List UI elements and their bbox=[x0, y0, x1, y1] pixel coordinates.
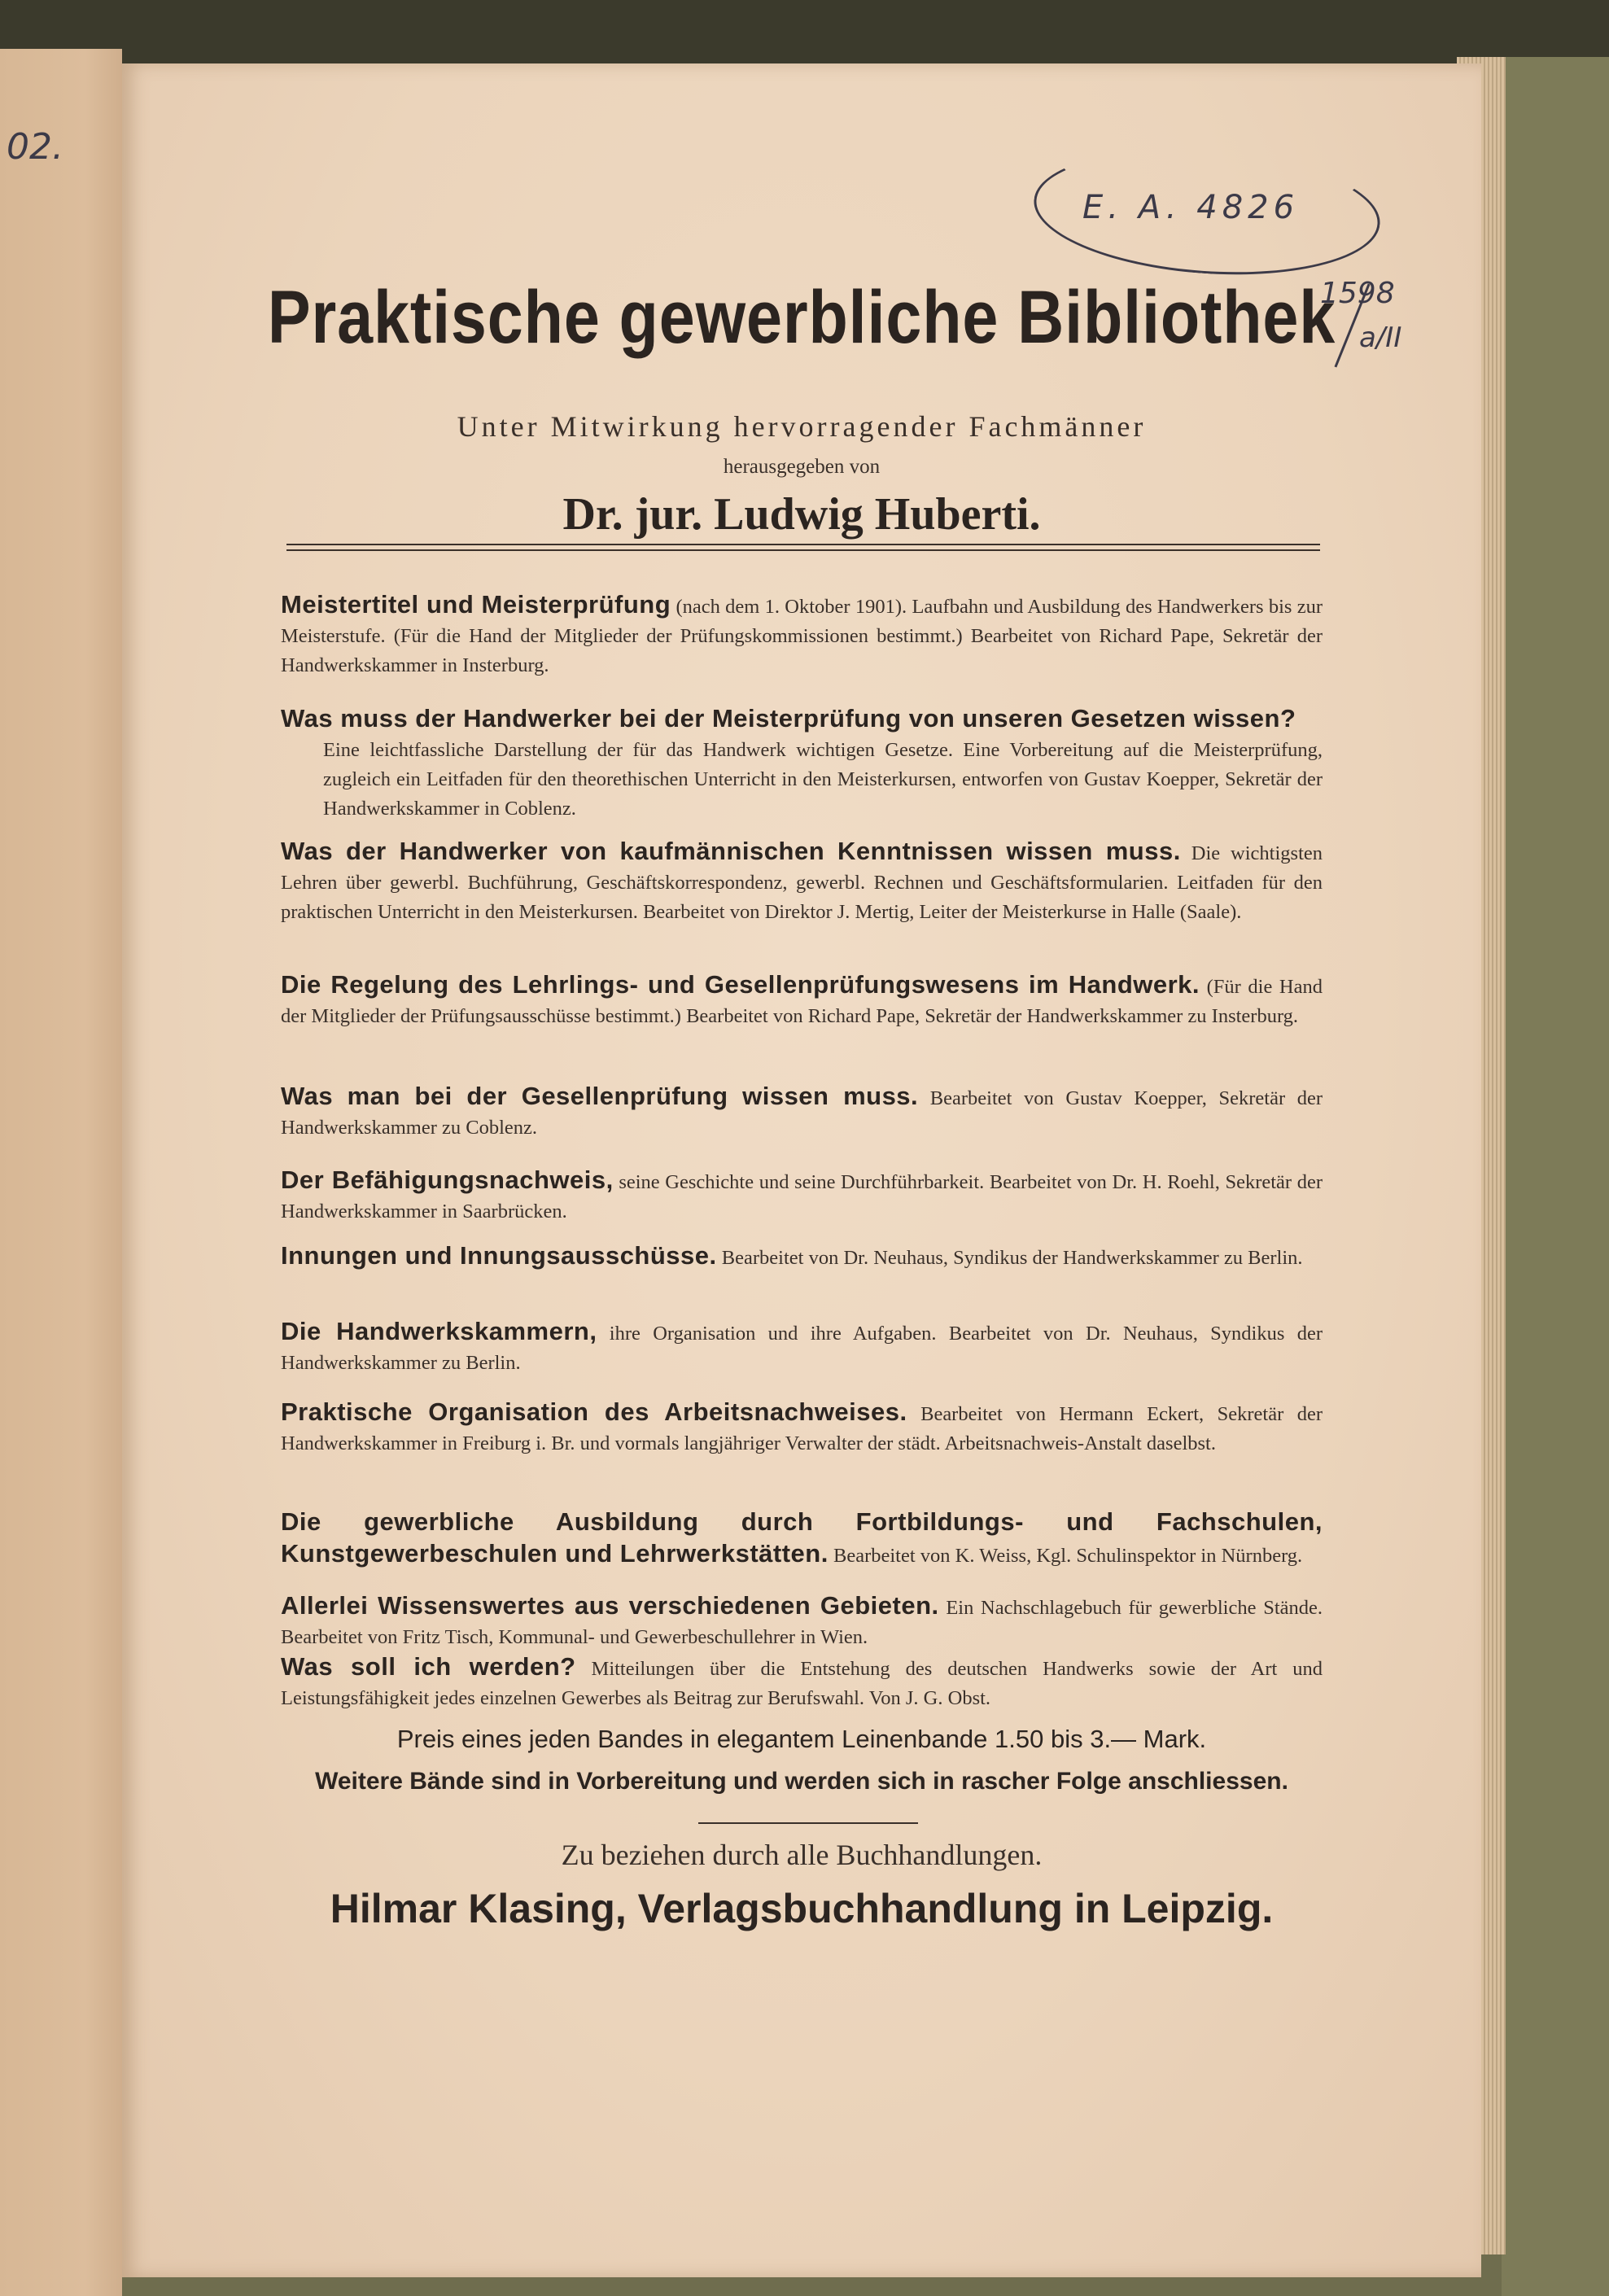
margin-mark: 02. bbox=[7, 126, 63, 168]
entry-title: Allerlei Wissenswertes aus verschiedenen Gebieten. bbox=[281, 1591, 939, 1620]
publisher-imprint: Hilmar Klasing, Verlagsbuchhandlung in Leipzig. bbox=[330, 1886, 1274, 1931]
entry-title: Die Regelung des Lehrlings- und Gesellenprüfungswesens im Handwerk. bbox=[281, 970, 1200, 999]
price-line: Preis eines jeden Bandes in elegantem Leinenbande 1.50 bis 3.— Mark. bbox=[396, 1725, 1207, 1753]
list-item bbox=[281, 1397, 1323, 1459]
entry-text: Bearbeitet von K. Weiss, Kgl. Schulinspektor in Nürnberg. bbox=[828, 1545, 1303, 1567]
entry-title: Meistertitel und Meisterprüfung bbox=[281, 590, 671, 619]
entry-text: Die wichtigsten Lehren über gewerbl. Buchführung, Geschäftskorrespondenz, gewerbl. Rechnen und Geschäftsformularien. Leitfaden für den praktischen Unterricht in den Meisterkursen. Bearbeitet von Direktor J. Mertig, Leiter der Meisterkurse in Halle (Saale). bbox=[281, 842, 1323, 923]
header-rule-top bbox=[286, 544, 1320, 545]
entry-title: Die Handwerkskammern, bbox=[281, 1317, 597, 1345]
left-endpaper bbox=[0, 49, 122, 2296]
entry-title: Was soll ich werden? bbox=[281, 1652, 576, 1681]
entry-title: Praktische Organisation des Arbeitsnachweises. bbox=[281, 1397, 907, 1426]
list-item bbox=[281, 590, 1323, 680]
call-number-bottom: a/II bbox=[1359, 321, 1402, 354]
list-item bbox=[281, 704, 1323, 824]
entry-text: (Für die Hand der Mitglieder der Prüfungsausschüsse bestimmt.) Bearbeitet von Richard Pape, Sekretär der Handwerkskammer zu Insterburg. bbox=[281, 976, 1323, 1027]
page-title: Praktische gewerbliche Bibliothek bbox=[267, 276, 1336, 359]
entry-text: (nach dem 1. Oktober 1901). Laufbahn und Ausbildung des Handwerkers bis zur Meisterstufe. (Für die Hand der Mitglieder der Prüfungskommissionen bestimmt.) Bearbeitet von Richard Pape, Sekretär der Handwerkskammer in Insterburg. bbox=[281, 596, 1323, 676]
editor-name: Dr. jur. Ludwig Huberti. bbox=[562, 489, 1041, 540]
entry-text: Eine leichtfassliche Darstellung der für das Handwerk wichtigen Gesetze. Eine Vorbereitung auf die Meisterprüfung, zugleich ein Leitfaden für den theorethischen Unterricht in den Meisterkursen, entworfen von Gustav Koepper, Sekretär der Handwerkskammer in Coblenz. bbox=[323, 739, 1323, 820]
list-item bbox=[281, 1317, 1323, 1378]
entry-title: Was man bei der Gesellenprüfung wissen muss. bbox=[281, 1082, 919, 1110]
list-item bbox=[281, 1165, 1323, 1227]
subtitle: Unter Mitwirkung hervorragender Fachmänner bbox=[457, 410, 1147, 443]
list-item bbox=[281, 1241, 1323, 1273]
call-number-top: 1598 bbox=[1320, 277, 1395, 310]
entry-text: Ein Nachschlagebuch für gewerbliche Stände. Bearbeitet von Fritz Tisch, Kommunal- und Gewerbeschullehrer in Wien. bbox=[281, 1597, 1323, 1648]
entry-title: Was der Handwerker von kaufmännischen Kenntnissen wissen muss. bbox=[281, 837, 1181, 865]
entry-text: ihre Organisation und ihre Aufgaben. Bearbeitet von Dr. Neuhaus, Syndikus der Handwerkskammer zu Berlin. bbox=[281, 1323, 1323, 1374]
distribution-note: Zu beziehen durch alle Buchhandlungen. bbox=[561, 1839, 1043, 1871]
further-volumes-note: Weitere Bände sind in Vorbereitung und werden sich in rascher Folge anschliessen. bbox=[315, 1768, 1288, 1795]
list-item bbox=[281, 1591, 1323, 1652]
entry-title: Der Befähigungsnachweis, bbox=[281, 1165, 614, 1194]
book-cover-right bbox=[1502, 57, 1609, 2296]
entry-title: Die gewerbliche Ausbildung durch Fortbildungs- und Fachschulen, Kunstgewerbeschulen und Lehrwerkstätten. bbox=[281, 1507, 1323, 1568]
list-item bbox=[281, 837, 1323, 927]
entry-text: Bearbeitet von Gustav Koepper, Sekretär der Handwerkskammer zu Coblenz. bbox=[281, 1087, 1323, 1139]
list-item bbox=[281, 1082, 1323, 1143]
header-rule-bottom bbox=[286, 549, 1320, 551]
entry-title: Was muss der Handwerker bei der Meisterprüfung von unseren Gesetzen wissen? bbox=[281, 704, 1296, 733]
editor-intro: herausgegeben von bbox=[723, 456, 881, 478]
entry-text: Mitteilungen über die Entstehung des deutschen Handwerks sowie der Art und Leistungsfähigkeit jedes einzelnen Gewerbes als Beitrag zur Berufswahl. Von J. G. Obst. bbox=[281, 1658, 1323, 1709]
entry-text: Bearbeitet von Dr. Neuhaus, Syndikus der Handwerkskammer zu Berlin. bbox=[716, 1247, 1303, 1269]
list-item bbox=[281, 1507, 1323, 1571]
list-item bbox=[281, 1652, 1323, 1713]
entry-text: Bearbeitet von Hermann Eckert, Sekretär der Handwerkskammer in Freiburg i. Br. und vormals langjähriger Verwalter der städt. Arbeitsnachweis-Anstalt daselbst. bbox=[281, 1403, 1323, 1454]
book-cover-top bbox=[0, 0, 1609, 65]
entry-title: Innungen und Innungsausschüsse. bbox=[281, 1241, 717, 1270]
shelfmark: E. A. 4826 bbox=[1082, 189, 1300, 226]
entry-text: seine Geschichte und seine Durchführbarkeit. Bearbeitet von Dr. H. Roehl, Sekretär der Handwerkskammer in Saarbrücken. bbox=[281, 1171, 1323, 1222]
list-item bbox=[281, 970, 1323, 1031]
footer-rule bbox=[698, 1822, 918, 1824]
